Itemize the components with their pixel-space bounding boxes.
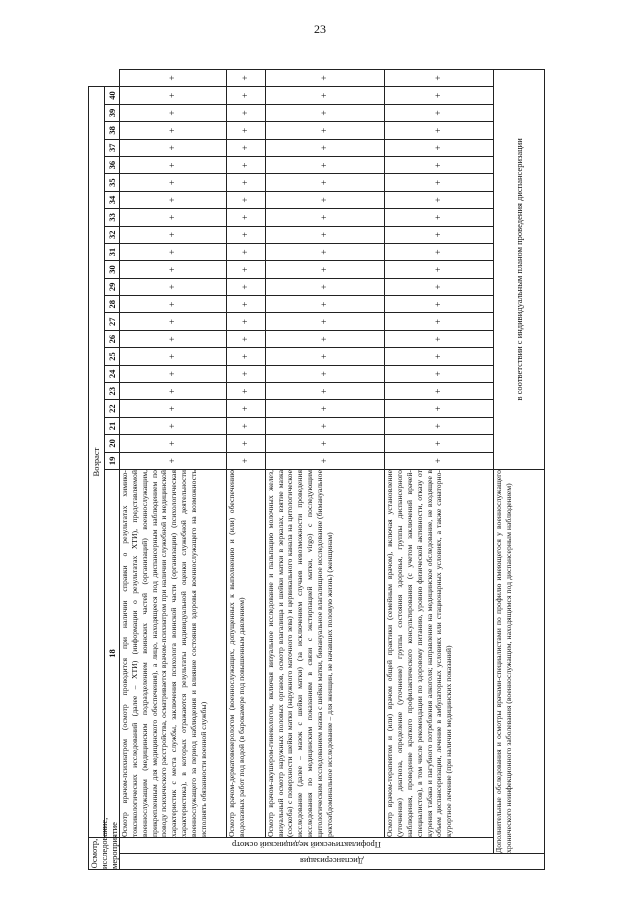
column-title: Осмотр, исследование, мероприятие <box>89 817 119 869</box>
age-mark-cell: + <box>120 69 227 86</box>
age-header-29: 29 <box>104 278 120 295</box>
row-description: Осмотр врачом-психиатром (осмотр проводится при наличии справки о результатах химико-токсикологических исследований (далее – ХТИ) (информации о результатах ХТИ), представляемой военнослужащим (медицинским подразделением воинских частей (организаций) военнослужащим, прикрепленным для медицинского обеспечения), а лицо, находящееся под диспансерным наблюдением по поводу психического расстройства, осматривается врачом-психиатром при наличии служебной и медицинской характеристик с места службы, заключения психолога воинской части (организации) (психологическая характеристика), в которых отражаются результаты индивидуальной оценки служебной деятельности военнослужащего за период наблюдения и влияние состояния здоровья военнослужащего на возможность исполнять обязанности военной службы) <box>120 470 227 838</box>
age-mark-cell: + <box>120 348 227 365</box>
age-mark-cell: + <box>385 330 494 347</box>
age-mark-cell: + <box>265 87 384 105</box>
age-mark-cell: + <box>385 383 494 400</box>
age-header-19: 19 <box>104 452 120 469</box>
age-mark-cell: + <box>265 452 384 469</box>
age-mark-cell: + <box>120 435 227 452</box>
age-mark-cell: + <box>227 104 265 121</box>
age-header-34: 34 <box>104 191 120 208</box>
age-mark-cell: + <box>227 400 265 417</box>
age-header-33: 33 <box>104 209 120 226</box>
age-mark-cell: + <box>265 261 384 278</box>
age-header-23: 23 <box>104 383 120 400</box>
age-mark-cell: + <box>120 122 227 139</box>
age-mark-cell: + <box>227 296 265 313</box>
age-mark-cell: + <box>265 330 384 347</box>
age-mark-cell: + <box>227 69 265 86</box>
age-mark-cell: + <box>120 243 227 260</box>
age-mark-cell: + <box>227 261 265 278</box>
age-mark-cell: + <box>227 243 265 260</box>
age-header-row <box>104 69 120 869</box>
age-mark-cell: + <box>120 226 227 243</box>
age-mark-cell: + <box>227 156 265 173</box>
table-body <box>120 69 545 869</box>
table-row <box>385 69 494 869</box>
table-row <box>227 69 265 869</box>
dispensary-table <box>88 69 545 870</box>
age-header-24: 24 <box>104 365 120 382</box>
age-mark-cell: + <box>227 330 265 347</box>
age-mark-cell: + <box>227 191 265 208</box>
age-mark-cell: + <box>265 191 384 208</box>
age-mark-cell: + <box>265 122 384 139</box>
age-mark-cell: + <box>120 417 227 434</box>
age-mark-cell: + <box>385 296 494 313</box>
age-mark-cell: + <box>120 174 227 191</box>
row-description: Осмотр врачом-акушером-гинекологом, включая визуальное исследование и пальпацию молочных желез, визуальный осмотр наружных половых органов, осмотр влагалища и шейки матки в зеркалах, взятие мазка (соскоба) с поверхности шейки матки (наружного маточного зева) и цервикального канала на цитологическое исследование (далее – мазок с шейки матки) (за исключением случаев невозможности проведения исследования по медицинским показаниям в связи с экстирпацией матки, virgo) с последующим цитологическим исследованием мазка с шейки матки, бимануальное влагалищное исследование (бимануальное ректоабдоминальное исследование – для женщин, не начавших половую жизнь) (женщинам) <box>265 470 384 838</box>
age-mark-cell: + <box>265 383 384 400</box>
age-mark-cell: + <box>227 226 265 243</box>
age-header-37: 37 <box>104 139 120 156</box>
age-mark-cell: + <box>120 383 227 400</box>
age-mark-cell: + <box>385 87 494 105</box>
age-mark-cell: + <box>385 435 494 452</box>
age-header-21: 21 <box>104 417 120 434</box>
age-header-36: 36 <box>104 156 120 173</box>
age-mark-cell: + <box>120 191 227 208</box>
age-mark-cell: + <box>227 209 265 226</box>
age-mark-cell: + <box>385 313 494 330</box>
age-mark-cell: + <box>265 435 384 452</box>
age-mark-cell: + <box>265 278 384 295</box>
age-mark-cell: + <box>265 104 384 121</box>
age-mark-cell: + <box>227 87 265 105</box>
age-mark-cell: + <box>120 209 227 226</box>
age-mark-cell: + <box>120 156 227 173</box>
age-mark-cell: + <box>120 452 227 469</box>
age-header-25: 25 <box>104 348 120 365</box>
age-mark-cell: + <box>385 139 494 156</box>
age-mark-cell: + <box>265 243 384 260</box>
section-dispensary-label: Диспансеризация <box>300 856 364 867</box>
age-mark-cell: + <box>227 452 265 469</box>
section-prophylactic-label: Профилактический медицинский осмотр <box>232 840 382 851</box>
age-mark-cell: + <box>227 435 265 452</box>
age-mark-cell: + <box>227 383 265 400</box>
age-mark-cell: + <box>120 296 227 313</box>
age-header-40: 40 <box>104 87 120 105</box>
age-mark-cell: + <box>265 313 384 330</box>
row-description: Дополнительные обследования и осмотры врачами-специалистами по профилю имеющегося у военнослужащего хронического неинфекционного заболевания (военнослужащим, находящимся под диспансерным наблюдением) <box>494 470 545 854</box>
age-header-35: 35 <box>104 174 120 191</box>
age-mark-cell: + <box>120 87 227 105</box>
age-mark-cell: + <box>385 156 494 173</box>
age-mark-cell: + <box>120 261 227 278</box>
age-mark-cell: + <box>265 226 384 243</box>
section-prophylactic <box>120 838 494 854</box>
age-mark-cell: + <box>265 69 384 86</box>
age-mark-cell: + <box>265 156 384 173</box>
header-row-1 <box>89 69 105 869</box>
age-mark-cell: + <box>120 330 227 347</box>
page-number: 23 <box>314 22 326 36</box>
age-mark-cell: + <box>385 417 494 434</box>
age-header-38: 38 <box>104 122 120 139</box>
table-row <box>265 69 384 869</box>
age-mark-cell: + <box>385 243 494 260</box>
dispensary-table-wrapper <box>88 70 540 870</box>
age-mark-cell: + <box>120 139 227 156</box>
age-mark-cell: + <box>265 209 384 226</box>
age-mark-cell: + <box>385 261 494 278</box>
age-mark-cell: + <box>265 296 384 313</box>
table-row <box>494 69 545 869</box>
age-mark-cell: + <box>120 400 227 417</box>
table-row <box>120 69 227 869</box>
age-header-30: 30 <box>104 261 120 278</box>
age-header-32: 32 <box>104 226 120 243</box>
age-mark-cell: + <box>385 452 494 469</box>
row-note: в соответствии с индивидуальным планом проведения диспансеризации <box>494 69 545 469</box>
age-header-27: 27 <box>104 313 120 330</box>
age-mark-cell: + <box>265 400 384 417</box>
age-mark-cell: + <box>265 139 384 156</box>
age-header-28: 28 <box>104 296 120 313</box>
age-mark-cell: + <box>265 417 384 434</box>
age-mark-cell: + <box>385 278 494 295</box>
age-header-22: 22 <box>104 400 120 417</box>
age-mark-cell: + <box>265 348 384 365</box>
age-mark-cell: + <box>227 174 265 191</box>
age-mark-cell: + <box>120 313 227 330</box>
age-mark-cell: + <box>120 104 227 121</box>
age-mark-cell: + <box>227 348 265 365</box>
age-mark-cell: + <box>120 365 227 382</box>
age-mark-cell: + <box>385 209 494 226</box>
age-header-26: 26 <box>104 330 120 347</box>
age-mark-cell: + <box>227 313 265 330</box>
age-mark-cell: + <box>227 139 265 156</box>
age-mark-cell: + <box>120 278 227 295</box>
age-mark-cell: + <box>265 365 384 382</box>
age-mark-cell: + <box>227 365 265 382</box>
age-mark-cell: + <box>385 174 494 191</box>
age-mark-cell: + <box>227 417 265 434</box>
age-header-39: 39 <box>104 104 120 121</box>
age-header-18: 18 <box>104 470 120 838</box>
age-mark-cell: + <box>227 122 265 139</box>
age-title: Возраст <box>89 87 105 838</box>
age-mark-cell: + <box>385 348 494 365</box>
age-mark-cell: + <box>385 122 494 139</box>
age-mark-cell: + <box>385 69 494 86</box>
age-mark-cell: + <box>385 104 494 121</box>
row-description: Осмотр врачом-дерматовенерологом (военнослужащих, допущенных к выполнению и (или) обеспечению водолазных работ под водой (в барокамере под повышенным давлением) <box>227 470 265 838</box>
age-mark-cell: + <box>385 226 494 243</box>
age-mark-cell: + <box>385 400 494 417</box>
age-mark-cell: + <box>265 174 384 191</box>
section-dispensary <box>120 854 545 870</box>
age-mark-cell: + <box>385 191 494 208</box>
age-mark-cell: + <box>385 365 494 382</box>
age-header-31: 31 <box>104 243 120 260</box>
row-description: Осмотр врачом-терапевтом и (или) врачом общей практики (семейным врачом), включая установление (уточнение) диагноза, определение (уточнение) группы состояния здоровья, группы диспансерного наблюдения, проведение краткого профилактического консультирования (с учетом заключений врачей-специалистов), в том числе рекомендации по здоровому питанию, уровню физической активности, отказу от курения табака и пагубного потребления алкоголя; направление на медицинское обследование, не входящее в объем диспансеризации, лечение в амбулаторных условиях или стационарных условиях, а также санаторно-курортное лечение (при наличии медицинских показаний) <box>385 470 494 838</box>
age-header-20: 20 <box>104 435 120 452</box>
age-mark-cell: + <box>227 278 265 295</box>
